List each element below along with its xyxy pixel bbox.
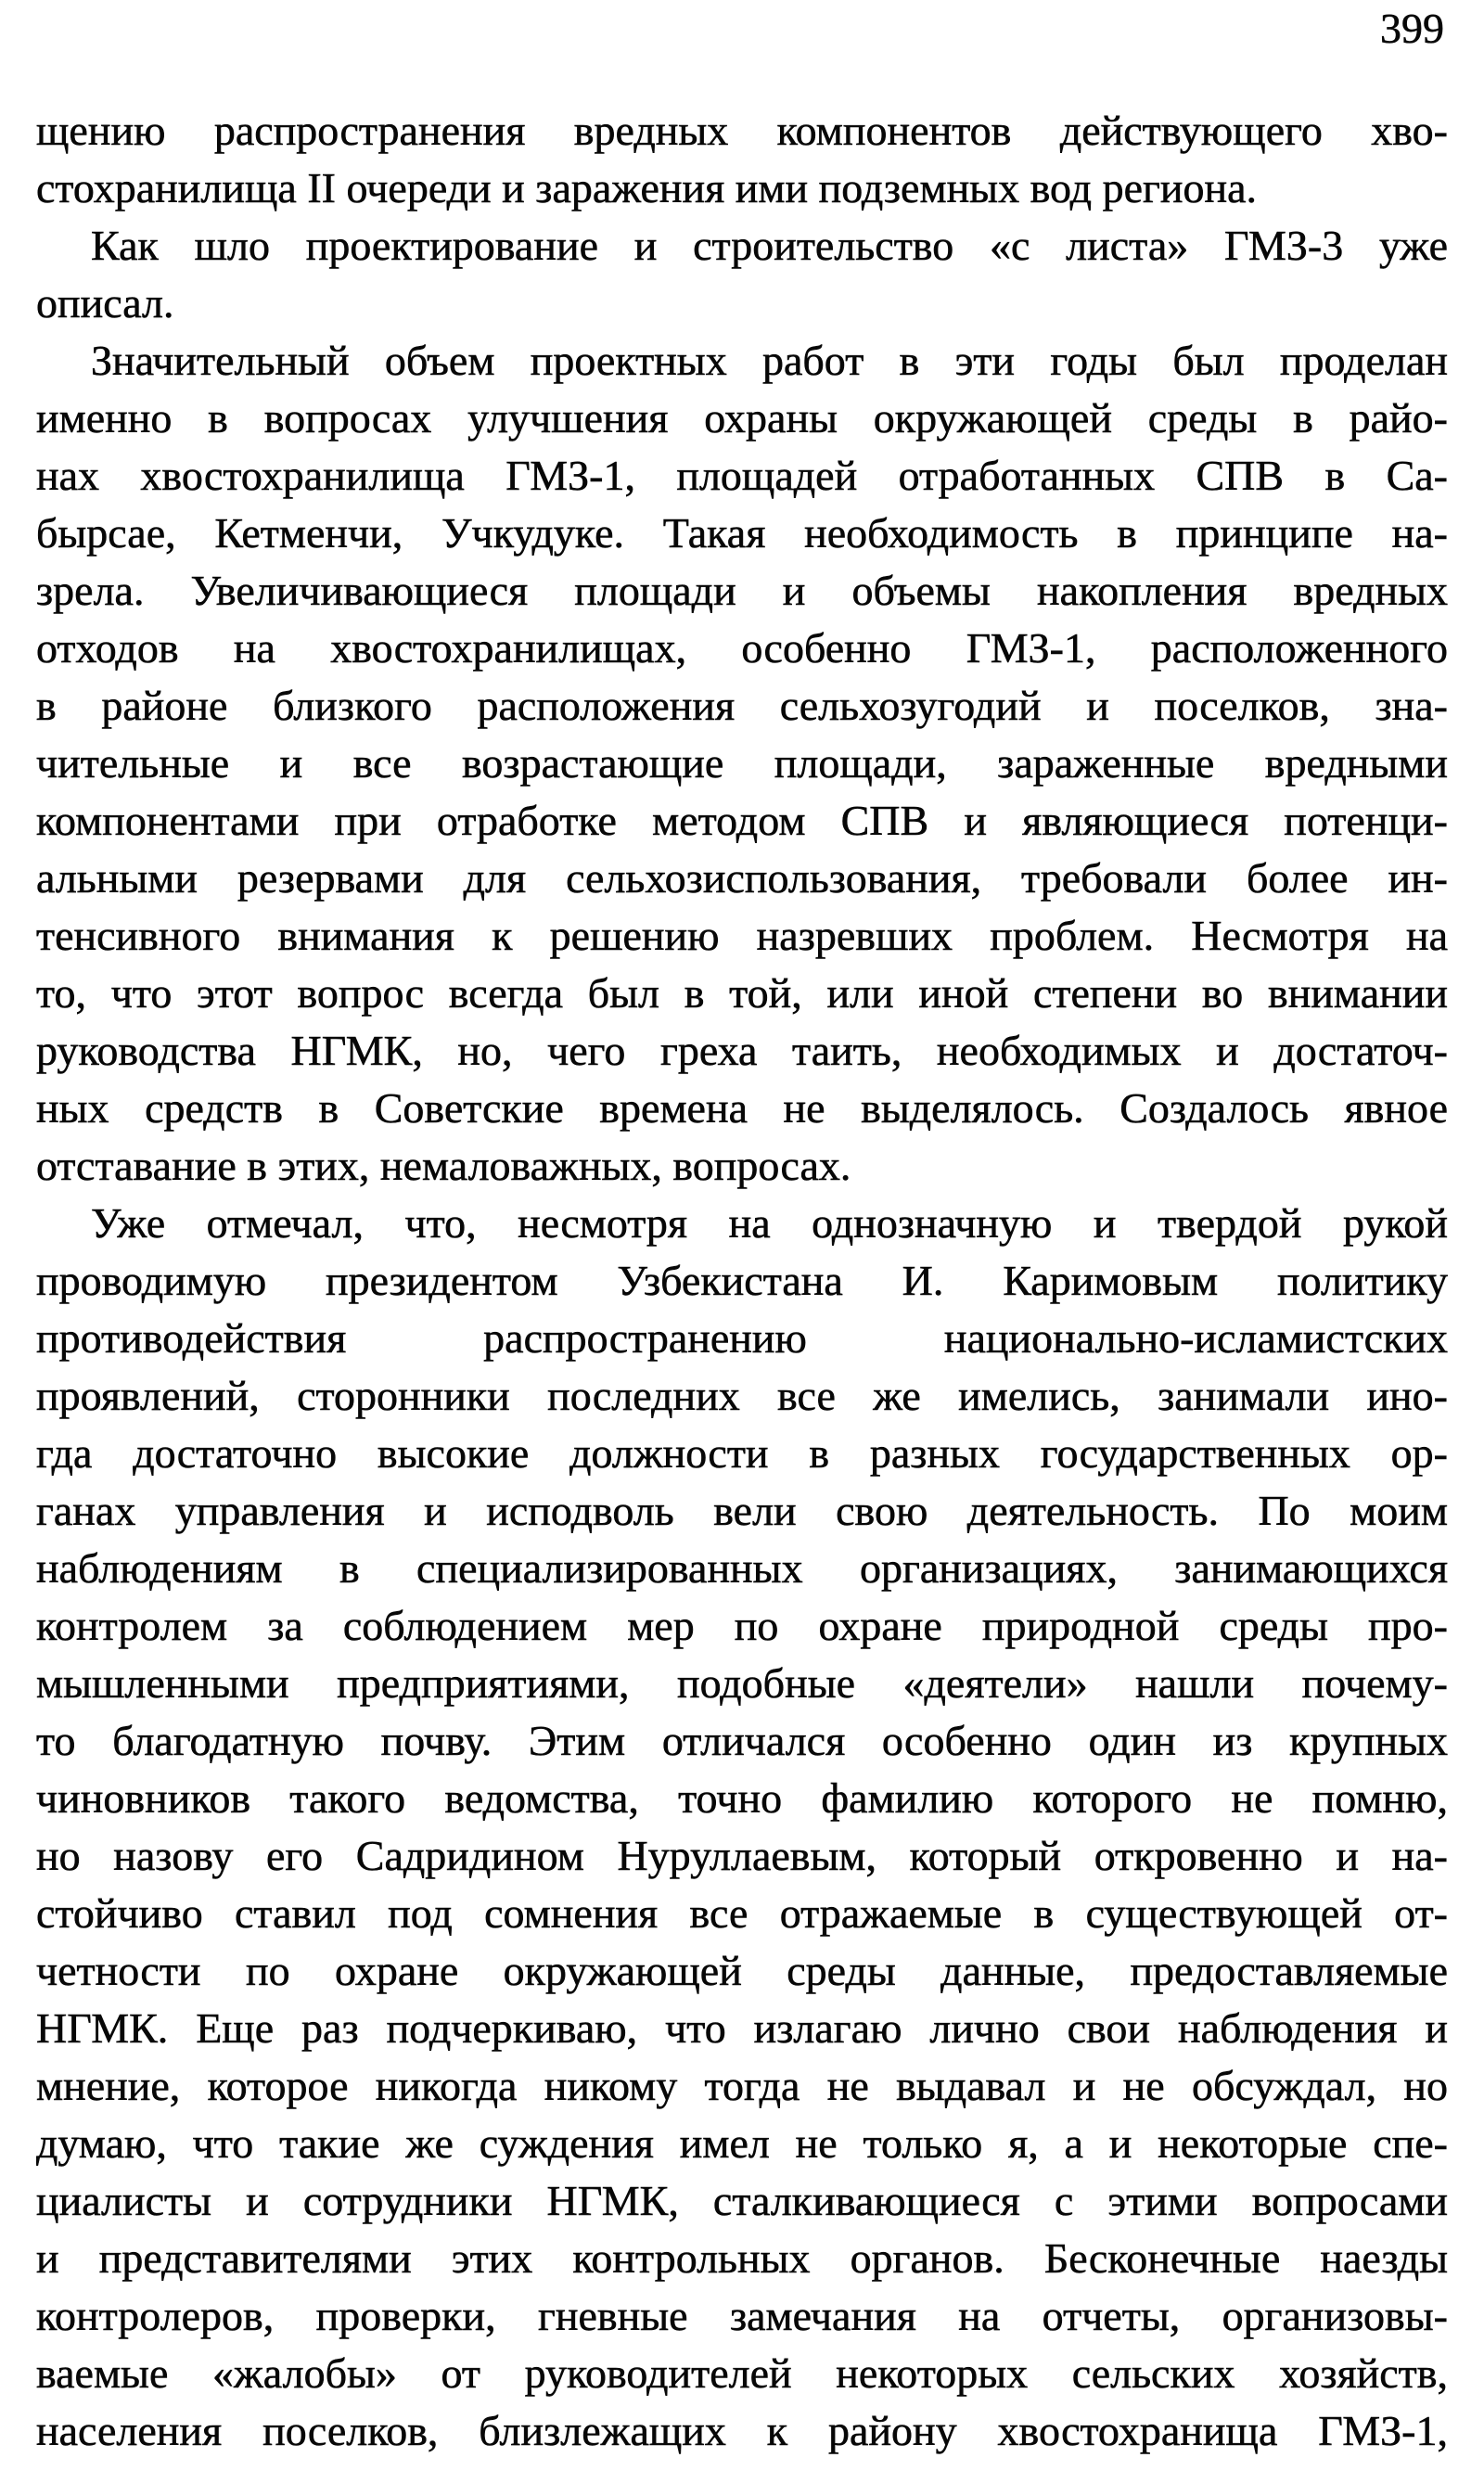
text-line: в районе близкого расположения сельхозугодий и поселков, зна-	[36, 682, 1448, 729]
text-line: мышленными предприятиями, подобные «деятели» нашли почему-	[36, 1659, 1448, 1707]
text-line: альными резервами для сельхозиспользования, требовали более ин-	[36, 854, 1448, 902]
text-line: населения поселков, близлежащих к району хвостохранища ГМЗ-1,	[36, 2407, 1448, 2454]
body-text-block	[36, 102, 1448, 2460]
text-line: НГМК. Еще раз подчеркиваю, что излагаю лично свои наблюдения и	[36, 2004, 1448, 2052]
text-line: ганах управления и исподволь вели свою деятельность. По моим	[36, 1487, 1448, 1534]
text-line: то, что этот вопрос всегда был в той, или иной степени во внимании	[36, 969, 1448, 1017]
text-line: ваемые «жалобы» от руководителей некоторых сельских хозяйств,	[36, 2349, 1448, 2397]
text-line: контролем за соблюдением мер по охране природной среды про-	[36, 1602, 1448, 1649]
text-line: гда достаточно высокие должности в разных государственных ор-	[36, 1429, 1448, 1477]
text-line: отставание в этих, немаловажных, вопросах.	[36, 1142, 851, 1189]
text-line: проводимую президентом Узбекистана И. Каримовым политику	[36, 1257, 1448, 1304]
text-line: Как шло проектирование и строительство «с листа» ГМЗ-3 уже	[91, 222, 1448, 269]
paragraph	[36, 332, 1448, 1195]
text-line: Уже отмечал, что, несмотря на однозначную и твердой рукой	[91, 1199, 1448, 1247]
text-line: мнение, которое никогда никому тогда не выдавал и не обсуждал, но	[36, 2062, 1448, 2109]
text-line: руководства НГМК, но, чего греха таить, необходимых и достаточ-	[36, 1027, 1448, 1074]
text-line: четности по охране окружающей среды данные, предоставляемые	[36, 1947, 1448, 1994]
text-line: стойчиво ставил под сомнения все отражаемые в существующей от-	[36, 1889, 1448, 1937]
text-line: то благодатную почву. Этим отличался особенно один из крупных	[36, 1717, 1448, 1764]
paragraph	[36, 1195, 1448, 2460]
text-line: тенсивного внимания к решению назревших проблем. Несмотря на	[36, 912, 1448, 959]
text-line: описал.	[36, 279, 174, 326]
text-line: компонентами при отработке методом СПВ и являющиеся потенци-	[36, 797, 1448, 844]
page-number: 399	[1380, 5, 1444, 52]
text-line: проявлений, сторонники последних все же имелись, занимали ино-	[36, 1372, 1448, 1419]
text-line: именно в вопросах улучшения охраны окружающей среды в райо-	[36, 394, 1448, 442]
text-line: противодействия распространению национально-исламистских	[36, 1314, 1448, 1362]
text-line: бырсае, Кетменчи, Учкудуке. Такая необходимость в принципе на-	[36, 509, 1448, 557]
text-line: Значительный объем проектных работ в эти годы был проделан	[91, 337, 1448, 384]
text-line: отходов на хвостохранилищах, особенно ГМЗ-1, расположенного	[36, 624, 1448, 672]
text-line: наблюдениям в специализированных организациях, занимающихся	[36, 1544, 1448, 1592]
text-line: чительные и все возрастающие площади, зараженные вредными	[36, 739, 1448, 787]
text-line: но назову его Садридином Нуруллаевым, который откровенно и на-	[36, 1832, 1448, 1879]
text-line: циалисты и сотрудники НГМК, сталкивающиеся с этими вопросами	[36, 2177, 1448, 2224]
text-line: чиновников такого ведомства, точно фамилию которого не помню,	[36, 1774, 1448, 1822]
text-line: зрела. Увеличивающиеся площади и объемы накопления вредных	[36, 567, 1448, 614]
text-line: думаю, что такие же суждения имел не только я, а и некоторые спе-	[36, 2119, 1448, 2167]
text-line: и представителями этих контрольных органов. Бесконечные наезды	[36, 2234, 1448, 2282]
paragraph	[36, 102, 1448, 217]
text-line: щению распространения вредных компонентов действующего хво-	[36, 107, 1448, 154]
text-line: ных средств в Советские времена не выделялось. Создалось явное	[36, 1084, 1448, 1132]
text-line: стохранилища II очереди и заражения ими подземных вод региона.	[36, 164, 1258, 211]
text-line: контролеров, проверки, гневные замечания на отчеты, организовы-	[36, 2292, 1448, 2339]
text-line: нах хвостохранилища ГМЗ-1, площадей отработанных СПВ в Са-	[36, 452, 1448, 499]
paragraph	[36, 217, 1448, 332]
